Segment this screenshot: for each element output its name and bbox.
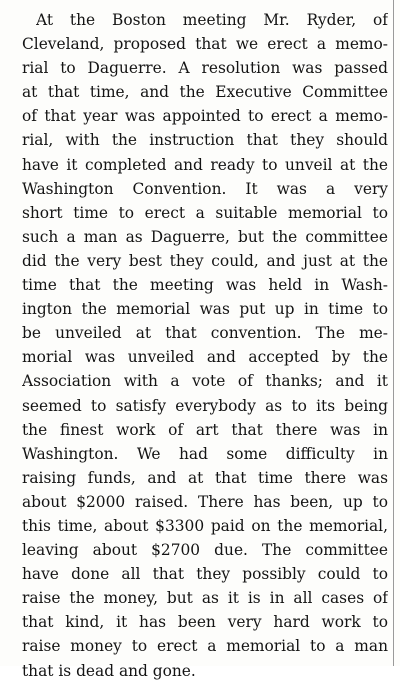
text-line: raise money to erect a memorial to a man — [22, 637, 388, 656]
text-line: the finest work of art that there was in — [22, 420, 388, 439]
text-line: Washington. We had some difficulty in — [22, 444, 388, 463]
text-line: ington the memorial was put up in time to — [22, 300, 388, 319]
text-line: that kind, it has been very hard work to — [22, 613, 388, 632]
text-line: be unveiled at that convention. The me- — [22, 324, 388, 343]
text-line: seemed to satisfy everybody as to its being — [22, 396, 388, 415]
article-paragraph — [22, 8, 388, 683]
text-line: raise the money, but as it is in all cases of — [22, 589, 388, 608]
text-line: time that the meeting was held in Wash- — [22, 276, 388, 295]
text-line: raising funds, and at that time there was — [22, 468, 388, 487]
text-line: rial, with the instruction that they should — [22, 131, 388, 150]
text-line: At the Boston meeting Mr. Ryder, of — [36, 11, 388, 29]
text-line: morial was unveiled and accepted by the — [22, 348, 388, 367]
text-line: about $2000 raised. There has been, up to — [22, 492, 388, 511]
text-line: have it completed and ready to unveil at the — [22, 155, 388, 174]
text-line: Cleveland, proposed that we erect a memo- — [22, 35, 388, 54]
text-line: leaving about $2700 due. The committee — [22, 541, 388, 560]
text-line: did the very best they could, and just at the — [22, 251, 388, 270]
text-line: short time to erect a suitable memorial to — [22, 203, 388, 222]
text-line: Washington Convention. It was a very — [22, 179, 388, 198]
column-rule — [393, 0, 394, 666]
text-line: have done all that they possibly could to — [22, 565, 388, 584]
text-line: that is dead and gone. — [22, 661, 196, 680]
text-line: rial to Daguerre. A resolution was passed — [22, 59, 388, 78]
text-line: this time, about $3300 paid on the memorial, — [22, 516, 388, 535]
text-line: such a man as Daguerre, but the committee — [22, 227, 388, 246]
text-line: at that time, and the Executive Committee — [22, 83, 388, 102]
text-line: Association with a vote of thanks; and it — [22, 372, 388, 391]
text-line: of that year was appointed to erect a memo- — [22, 107, 388, 126]
